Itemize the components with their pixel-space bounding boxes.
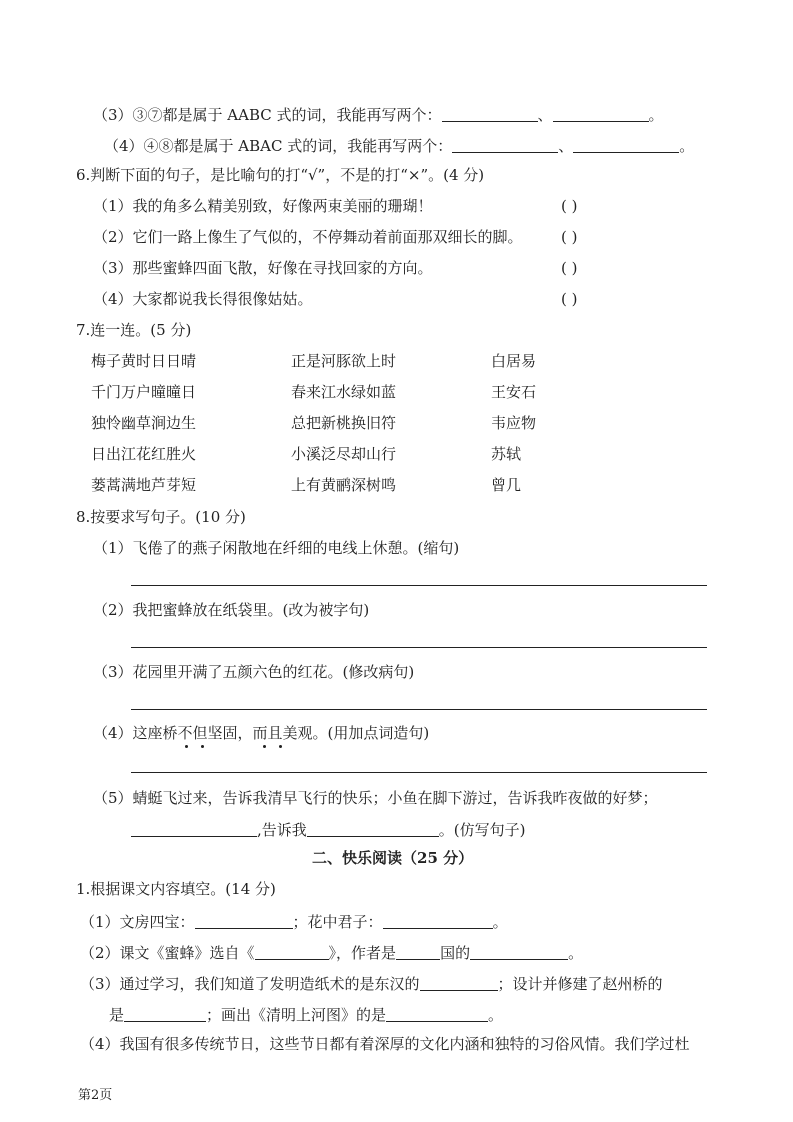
q7-col2-1[interactable]: 正是河豚欲上时 <box>291 352 397 370</box>
q6-item-1: （1）我的角多么精美别致，好像两束美丽的珊瑚！ <box>93 197 433 215</box>
reading-q1-item-3 <box>80 975 663 992</box>
q8-item-3: （3）花园里开满了五颜六色的红花。(修改病句) <box>93 663 415 681</box>
reading-q1-item-2-blank-3[interactable] <box>470 944 568 960</box>
reading-q1-item-1 <box>80 913 508 930</box>
reading-q1-item-1-blank-1[interactable] <box>195 913 293 929</box>
emphasis-dot <box>185 745 188 748</box>
q8-item-4: （4）这座桥不但坚固，而且美观。(用加点词造句) <box>93 724 430 742</box>
q8-item-2: （2）我把蜜蜂放在纸袋里。(改为被字句) <box>93 601 370 619</box>
reading-q1-item-2-text-2: 》，作者是 <box>328 944 397 962</box>
q6-item-3: （3）那些蜜蜂四面飞散，好像在寻找回家的方向。 <box>93 259 433 277</box>
q8-item-5-mid: ,告诉我 <box>257 821 307 839</box>
q7-col3-1[interactable]: 白居易 <box>491 352 537 370</box>
reading-q1-item-3-line-2 <box>109 1006 503 1023</box>
q7-col2-5[interactable]: 上有黄鹂深树鸣 <box>291 476 397 494</box>
q8-item-5-blank-2[interactable] <box>307 821 439 837</box>
reading-q1-item-3-text-4: ；画出《清明上河图》的是 <box>206 1006 387 1024</box>
reading-q1-item-1-blank-2[interactable] <box>383 913 493 929</box>
q6-answer-2[interactable]: ( ) <box>561 228 578 246</box>
q8-answer-line-4[interactable] <box>131 772 707 773</box>
q7-col2-4[interactable]: 小溪泛尽却山行 <box>291 445 397 463</box>
reading-q1-item-1-end: 。 <box>492 913 508 931</box>
reading-q1-item-2-blank-2[interactable] <box>396 944 440 960</box>
page-number: 第2页 <box>78 1088 113 1103</box>
q5-item-4-text: （4）④⑧都是属于 ABAC 式的词，我能再写两个： <box>104 137 453 155</box>
reading-q1-item-3-text-3: 是 <box>109 1006 125 1024</box>
reading-q1-item-3-blank-2[interactable] <box>124 1006 206 1022</box>
q7-col3-4[interactable]: 苏轼 <box>491 445 522 463</box>
reading-q1-item-2-text: （2）课文《蜜蜂》选自《 <box>80 944 255 962</box>
q8-item-1: （1）飞倦了的燕子闲散地在纤细的电线上休憩。(缩句) <box>93 539 460 557</box>
q6-answer-4[interactable]: ( ) <box>561 290 578 308</box>
q7-title: 7.连一连。(5 分) <box>76 321 192 339</box>
q5-item-3-text: （3）③⑦都是属于 AABC 式的词，我能再写两个： <box>93 106 442 124</box>
reading-q1-item-1-text-2: ；花中君子： <box>292 913 383 931</box>
q8-item-5: （5）蜻蜓飞过来，告诉我清早飞行的快乐；小鱼在脚下游过，告诉我昨夜做的好梦； <box>93 789 658 807</box>
q6-answer-3[interactable]: ( ) <box>561 259 578 277</box>
q5-item-4 <box>104 137 694 154</box>
emphasis-dot <box>279 745 282 748</box>
q8-item-5-line-2 <box>131 821 526 838</box>
reading-q1-item-2-text-3: 国的 <box>440 944 471 962</box>
q8-answer-line-1[interactable] <box>131 585 707 586</box>
reading-q1-item-3-blank-3[interactable] <box>386 1006 488 1022</box>
q5-item-3-blank-1[interactable] <box>442 106 538 122</box>
q5-item-3-sep: 、 <box>537 106 553 124</box>
q7-col3-2[interactable]: 王安石 <box>491 383 537 401</box>
q5-item-3 <box>93 106 664 123</box>
q5-item-4-blank-2[interactable] <box>573 137 679 153</box>
reading-q1-item-4: （4）我国有很多传统节日，这些节日都有着深厚的文化内涵和独特的习俗风情。我们学过杜 <box>80 1035 690 1053</box>
q8-answer-line-2[interactable] <box>131 647 707 648</box>
reading-q1-item-3-blank-1[interactable] <box>420 975 498 991</box>
q6-item-4: （4）大家都说我长得很像姑姑。 <box>93 290 313 308</box>
q8-title: 8.按要求写句子。(10 分) <box>76 508 246 526</box>
q7-col2-2[interactable]: 春来江水绿如蓝 <box>291 383 397 401</box>
q7-col1-2[interactable]: 千门万户曈曈日 <box>91 383 197 401</box>
q7-col1-4[interactable]: 日出江花红胜火 <box>91 445 197 463</box>
q7-col1-3[interactable]: 独怜幽草涧边生 <box>91 414 197 432</box>
q6-answer-1[interactable]: ( ) <box>561 197 578 215</box>
q6-item-2: （2）它们一路上像生了气似的，不停舞动着前面那双细长的脚。 <box>93 228 523 246</box>
reading-q1-item-1-text: （1）文房四宝： <box>80 913 195 931</box>
q8-answer-line-3[interactable] <box>131 709 707 710</box>
q5-item-4-blank-1[interactable] <box>452 137 558 153</box>
reading-q1-item-2-blank-1[interactable] <box>255 944 329 960</box>
q8-item-5-end: 。(仿写句子) <box>438 821 526 839</box>
reading-q1-item-3-text: （3）通过学习，我们知道了发明造纸术的是东汉的 <box>80 975 420 993</box>
reading-q1-item-2-end: 。 <box>568 944 584 962</box>
q7-col1-5[interactable]: 蒌蒿满地芦芽短 <box>91 476 197 494</box>
q7-col1-1[interactable]: 梅子黄时日日晴 <box>91 352 197 370</box>
q5-item-4-end: 。 <box>679 137 695 155</box>
section-2-title: 二、快乐阅读（25 分） <box>312 849 474 867</box>
q5-item-3-blank-2[interactable] <box>553 106 649 122</box>
q6-title: 6.判断下面的句子，是比喻句的打“√”，不是的打“×”。(4 分) <box>76 166 485 184</box>
reading-q1-item-2 <box>80 944 583 961</box>
reading-q1-title: 1.根据课文内容填空。(14 分) <box>76 880 276 898</box>
q5-item-4-sep: 、 <box>558 137 574 155</box>
emphasis-dot <box>263 745 266 748</box>
q7-col2-3[interactable]: 总把新桃换旧符 <box>291 414 397 432</box>
emphasis-dot <box>201 745 204 748</box>
reading-q1-item-3-text-2: ；设计并修建了赵州桥的 <box>497 975 663 993</box>
q7-col3-3[interactable]: 韦应物 <box>491 414 537 432</box>
q8-item-5-blank-1[interactable] <box>131 821 257 837</box>
q5-item-3-end: 。 <box>648 106 664 124</box>
q7-col3-5[interactable]: 曾几 <box>491 476 522 494</box>
reading-q1-item-3-end: 。 <box>488 1006 504 1024</box>
